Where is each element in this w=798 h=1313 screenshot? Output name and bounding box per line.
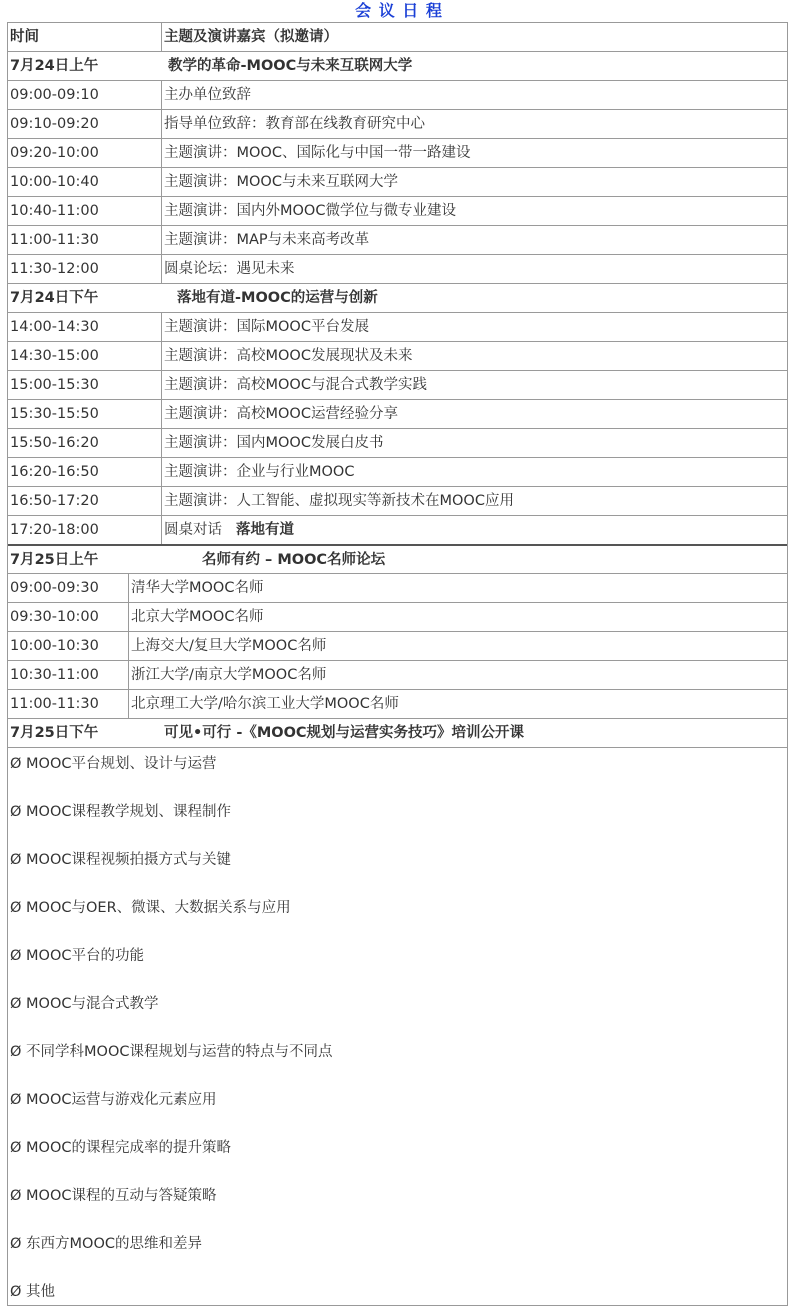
bullet-icon: Ø bbox=[10, 1284, 22, 1300]
topic-cell: 主题演讲：高校MOOC与混合式教学实践 bbox=[164, 377, 427, 393]
table-row bbox=[8, 457, 787, 486]
topic-cell: 主题演讲：MAP与未来高考改革 bbox=[164, 232, 370, 248]
table-row bbox=[8, 370, 787, 399]
table-row bbox=[8, 428, 787, 457]
table-row bbox=[8, 660, 787, 689]
table-row bbox=[8, 689, 787, 718]
list-item-text: 其他 bbox=[26, 1284, 56, 1300]
topic-text: 圆桌对话 bbox=[164, 522, 222, 538]
bullet-icon: Ø bbox=[10, 948, 22, 964]
section-label: 7月24日上午 bbox=[10, 58, 99, 74]
list-item-text: MOOC与OER、微课、大数据关系与应用 bbox=[26, 900, 291, 916]
table-row bbox=[8, 167, 787, 196]
list-item-text: MOOC课程的互动与答疑策略 bbox=[26, 1188, 217, 1204]
topic-cell: 主题演讲：高校MOOC运营经验分享 bbox=[164, 406, 398, 422]
time-cell: 09:00-09:10 bbox=[8, 81, 162, 109]
header-time: 时间 bbox=[8, 23, 162, 51]
topic-cell: 清华大学MOOC名师 bbox=[131, 580, 264, 596]
table-row bbox=[8, 341, 787, 370]
section-label: 7月25日上午 bbox=[10, 552, 99, 568]
table-row bbox=[8, 515, 787, 544]
section-label: 7月25日下午 bbox=[10, 725, 99, 741]
section-theme: 可见•可行 -《MOOC规划与运营实务技巧》培训公开课 bbox=[164, 725, 525, 741]
table-row bbox=[8, 80, 787, 109]
header-topic: 主题及演讲嘉宾（拟邀请） bbox=[164, 29, 338, 45]
topic-cell: 北京大学MOOC名师 bbox=[131, 609, 264, 625]
table-row bbox=[8, 573, 787, 602]
topic-cell: 主题演讲：企业与行业MOOC bbox=[164, 464, 355, 480]
topic-cell: 上海交大/复旦大学MOOC名师 bbox=[131, 638, 327, 654]
section-row bbox=[8, 544, 787, 573]
table-row bbox=[8, 631, 787, 660]
topic-cell: 主题演讲：国内MOOC发展白皮书 bbox=[164, 435, 384, 451]
table-row bbox=[8, 138, 787, 167]
bullet-icon: Ø bbox=[10, 1236, 22, 1252]
bullet-icon: Ø bbox=[10, 804, 22, 820]
list-item-text: MOOC与混合式教学 bbox=[26, 996, 159, 1012]
time-cell: 16:50-17:20 bbox=[8, 487, 162, 515]
list-item bbox=[10, 1090, 217, 1110]
topic-cell: 主题演讲：人工智能、虚拟现实等新技术在MOOC应用 bbox=[164, 493, 514, 509]
list-item-text: 东西方MOOC的思维和差异 bbox=[26, 1236, 202, 1252]
list-item bbox=[10, 850, 231, 870]
list-item-text: MOOC课程视频拍摄方式与关键 bbox=[26, 852, 231, 868]
list-item-text: MOOC的课程完成率的提升策略 bbox=[26, 1140, 231, 1156]
list-item-text: MOOC运营与游戏化元素应用 bbox=[26, 1092, 217, 1108]
topic-cell: 主题演讲：国内外MOOC微学位与微专业建设 bbox=[164, 203, 456, 219]
list-item bbox=[10, 1138, 231, 1158]
table-row bbox=[8, 109, 787, 138]
time-cell: 09:30-10:00 bbox=[8, 603, 129, 631]
list-item bbox=[10, 1186, 217, 1206]
bullet-list bbox=[8, 747, 787, 1305]
section-row bbox=[8, 718, 787, 747]
bullet-icon: Ø bbox=[10, 996, 22, 1012]
list-item bbox=[10, 1282, 55, 1302]
schedule-table bbox=[7, 22, 788, 1306]
time-cell: 10:00-10:30 bbox=[8, 632, 129, 660]
list-item bbox=[10, 754, 217, 774]
topic-cell bbox=[162, 516, 787, 544]
bullet-icon: Ø bbox=[10, 852, 22, 868]
bullet-icon: Ø bbox=[10, 1140, 22, 1156]
topic-emphasis: 落地有道 bbox=[236, 522, 294, 538]
topic-cell: 主题演讲：高校MOOC发展现状及未来 bbox=[164, 348, 413, 364]
time-cell: 16:20-16:50 bbox=[8, 458, 162, 486]
topic-cell: 主办单位致辞 bbox=[164, 87, 251, 103]
time-cell: 17:20-18:00 bbox=[8, 516, 162, 544]
table-row bbox=[8, 399, 787, 428]
list-item-text: MOOC平台的功能 bbox=[26, 948, 144, 964]
topic-cell: 主题演讲：MOOC与未来互联网大学 bbox=[164, 174, 398, 190]
table-row bbox=[8, 225, 787, 254]
list-item bbox=[10, 1042, 333, 1062]
table-row bbox=[8, 312, 787, 341]
section-label: 7月24日下午 bbox=[10, 290, 99, 306]
topic-cell: 主题演讲：MOOC、国际化与中国一带一路建设 bbox=[164, 145, 471, 161]
table-row bbox=[8, 196, 787, 225]
section-row bbox=[8, 283, 787, 312]
section-row bbox=[8, 51, 787, 80]
list-item bbox=[10, 802, 231, 822]
time-cell: 10:30-11:00 bbox=[8, 661, 129, 689]
time-cell: 15:50-16:20 bbox=[8, 429, 162, 457]
list-item bbox=[10, 1234, 202, 1254]
list-item-text: MOOC课程教学规划、课程制作 bbox=[26, 804, 231, 820]
time-cell: 15:30-15:50 bbox=[8, 400, 162, 428]
topic-cell: 指导单位致辞：教育部在线教育研究中心 bbox=[164, 116, 425, 132]
topic-cell: 主题演讲：国际MOOC平台发展 bbox=[164, 319, 369, 335]
time-cell: 09:00-09:30 bbox=[8, 574, 129, 602]
list-item bbox=[10, 946, 144, 966]
time-cell: 10:40-11:00 bbox=[8, 197, 162, 225]
time-cell: 14:00-14:30 bbox=[8, 313, 162, 341]
topic-cell: 圆桌论坛：遇见未来 bbox=[164, 261, 295, 277]
list-item bbox=[10, 898, 291, 918]
bullet-icon: Ø bbox=[10, 1092, 22, 1108]
page-title: 会 议 日 程 bbox=[355, 1, 443, 20]
table-header bbox=[8, 23, 787, 51]
time-cell: 14:30-15:00 bbox=[8, 342, 162, 370]
topic-cell: 浙江大学/南京大学MOOC名师 bbox=[131, 667, 327, 683]
bullet-icon: Ø bbox=[10, 1044, 22, 1060]
bullet-icon: Ø bbox=[10, 756, 22, 772]
time-cell: 10:00-10:40 bbox=[8, 168, 162, 196]
topic-cell: 北京理工大学/哈尔滨工业大学MOOC名师 bbox=[131, 696, 399, 712]
time-cell: 11:00-11:30 bbox=[8, 226, 162, 254]
list-item-text: 不同学科MOOC课程规划与运营的特点与不同点 bbox=[26, 1044, 333, 1060]
table-row bbox=[8, 602, 787, 631]
bullet-icon: Ø bbox=[10, 900, 22, 916]
time-cell: 09:10-09:20 bbox=[8, 110, 162, 138]
time-cell: 09:20-10:00 bbox=[8, 139, 162, 167]
time-cell: 11:30-12:00 bbox=[8, 255, 162, 283]
time-cell: 15:00-15:30 bbox=[8, 371, 162, 399]
table-row bbox=[8, 254, 787, 283]
section-theme: 名师有约 – MOOC名师论坛 bbox=[202, 552, 386, 568]
list-item bbox=[10, 994, 159, 1014]
list-item-text: MOOC平台规划、设计与运营 bbox=[26, 756, 217, 772]
table-row bbox=[8, 486, 787, 515]
section-theme: 落地有道-MOOC的运营与创新 bbox=[177, 290, 378, 306]
section-theme: 教学的革命-MOOC与未来互联网大学 bbox=[168, 58, 413, 74]
bullet-icon: Ø bbox=[10, 1188, 22, 1204]
time-cell: 11:00-11:30 bbox=[8, 690, 129, 718]
